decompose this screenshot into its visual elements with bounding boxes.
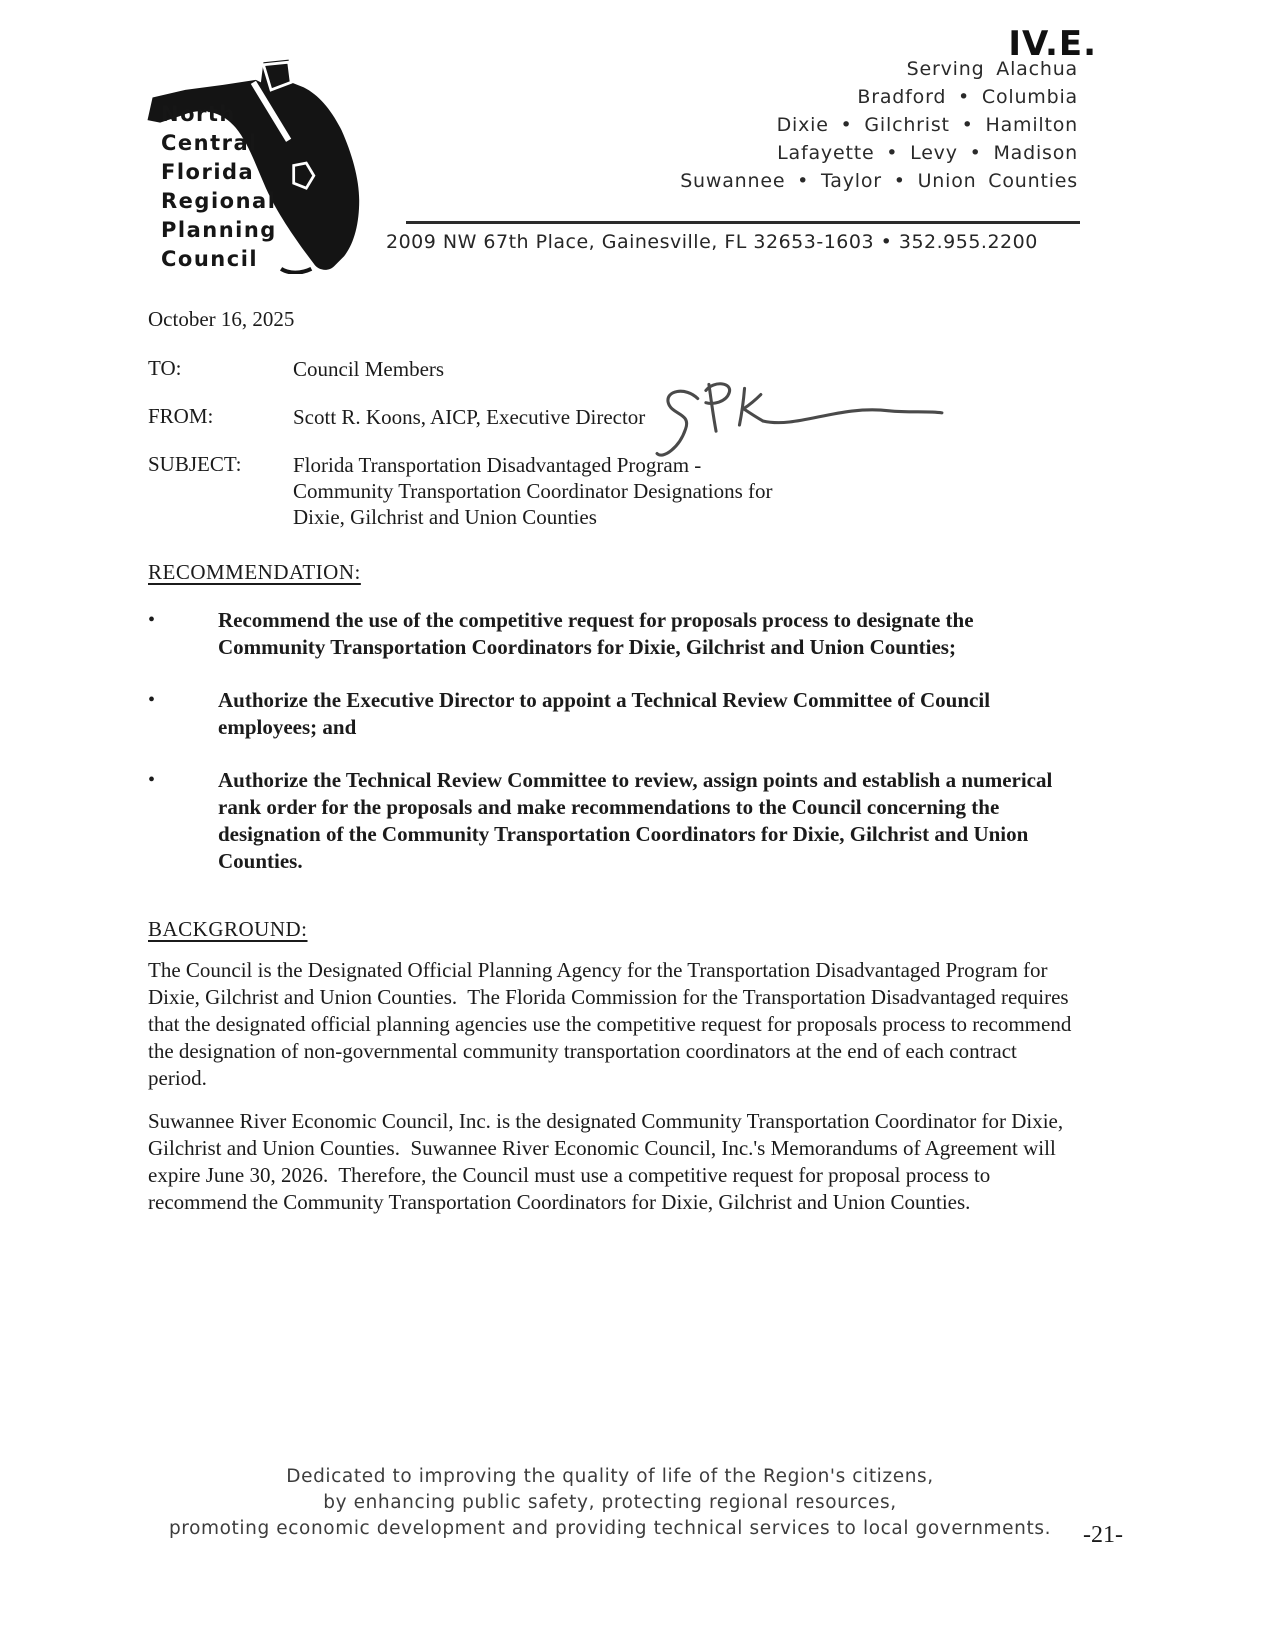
logo-line: Regional (161, 189, 277, 213)
letterhead-address: 2009 NW 67th Place, Gainesville, FL 32653-1603 • 352.955.2200 (386, 231, 1038, 253)
serving-line: Dixie • Gilchrist • Hamilton (776, 114, 1078, 136)
subject-line: Community Transportation Coordinator Designations for (293, 479, 773, 503)
to-value: Council Members (293, 357, 445, 381)
bullet-text: Recommend the use of the competitive request for proposals process to designate the Community Transportation Coordinators for Dixie, Gilchrist and Union Counties; (218, 608, 979, 659)
serving-line: Serving Alachua (906, 58, 1078, 80)
bullet-marker: • (148, 769, 156, 791)
logo-line: Council (161, 247, 259, 271)
letterhead-divider (406, 221, 1080, 224)
bullet-text: Authorize the Technical Review Committee to review, assign points and establish a numerical rank order for the proposals and make recommendations to the Council concerning the designation of the Community Transportation Coordinators for Dixie, Gilchrist and Union Counties. (218, 768, 1058, 873)
subject-label: SUBJECT: (148, 452, 242, 476)
page-number: -21- (1083, 1522, 1123, 1548)
subject-value (293, 452, 772, 530)
subject-line: Dixie, Gilchrist and Union Counties (293, 505, 597, 529)
to-label: TO: (148, 356, 182, 380)
logo-wordmark (161, 100, 277, 274)
from-value: Scott R. Koons, AICP, Executive Director (293, 405, 646, 429)
recommendation-heading: RECOMMENDATION: (148, 560, 361, 584)
footer-line: by enhancing public safety, protecting regional resources, (323, 1492, 897, 1513)
logo-line: North (161, 102, 236, 126)
recommendation-list (148, 607, 1078, 901)
logo-line: Central (161, 131, 258, 155)
recommendation-item (148, 607, 1078, 661)
footer-tagline (70, 1464, 1150, 1542)
footer-line: Dedicated to improving the quality of life of the Region's citizens, (286, 1466, 934, 1487)
agenda-item-number: IV.E. (1008, 24, 1097, 64)
background-paragraph: The Council is the Designated Official Planning Agency for the Transportation Disadvantaged Program for Dixie, Gilchrist and Union Counties. The Florida Commission for the Transportation Disadvantaged requires that the designated official planning agencies use the competitive request for proposals process to recommend the designation of non-governmental community transportation coordinators at the end of each contract period. (148, 958, 1077, 1090)
logo-line: Planning (161, 218, 277, 242)
background-heading: BACKGROUND: (148, 917, 308, 941)
serving-line: Suwannee • Taylor • Union Counties (680, 170, 1078, 192)
serving-line: Lafayette • Levy • Madison (777, 142, 1078, 164)
serving-line: Bradford • Columbia (857, 86, 1078, 108)
bullet-marker: • (148, 689, 156, 711)
background-paragraph: Suwannee River Economic Council, Inc. is the designated Community Transportation Coordinator for Dixie, Gilchrist and Union Counties. Suwannee River Economic Council, Inc.'s Memorandums of Agreement will expire June 30, 2026. Therefore, the Council must use a competitive request for proposal process to recommend the Community Transportation Coordinators for Dixie, Gilchrist and Union Counties. (148, 1109, 1069, 1214)
memo-subject-row (148, 452, 1078, 530)
footer-line: promoting economic development and providing technical services to local governments. (168, 1518, 1052, 1539)
from-label: FROM: (148, 404, 214, 428)
subject-line: Florida Transportation Disadvantaged Program - (293, 453, 702, 477)
bullet-text: Authorize the Executive Director to appoint a Technical Review Committee of Council employees; and (218, 688, 996, 739)
council-logo (145, 52, 397, 274)
memo-date: October 16, 2025 (148, 307, 295, 331)
recommendation-item (148, 687, 1078, 741)
serving-counties-list (680, 55, 1078, 195)
recommendation-item (148, 767, 1078, 875)
bullet-marker: • (148, 609, 156, 631)
logo-line: Florida (161, 160, 255, 184)
